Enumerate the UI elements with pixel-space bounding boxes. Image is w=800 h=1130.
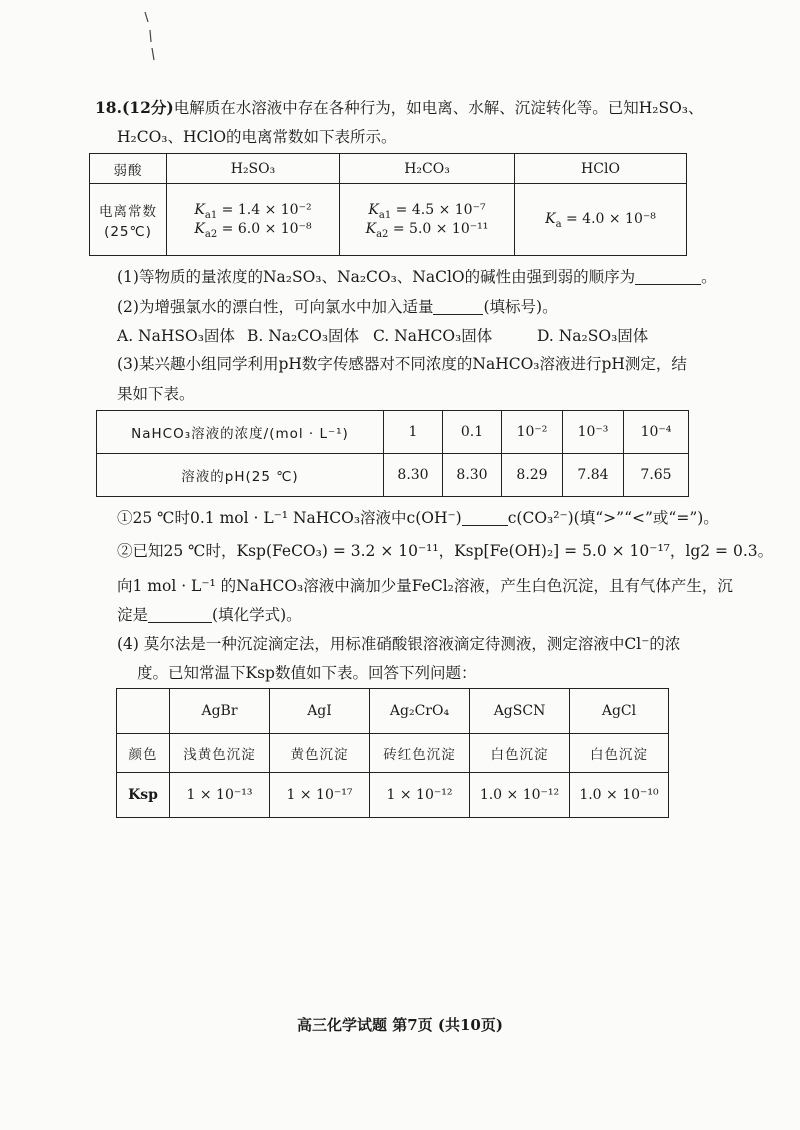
concentration-cell: 0.1 xyxy=(443,411,502,454)
question-intro-line1 xyxy=(95,98,704,118)
label-line1: 电离常数 xyxy=(99,203,157,220)
sub-question-3-1 xyxy=(117,508,719,528)
intro-text-1: 电解质在水溶液中存在各种行为，如电离、水解、沉淀转化等。已知H₂SO₃、 xyxy=(173,99,704,117)
sub-question-2 xyxy=(117,297,558,317)
ph-cell: 7.65 xyxy=(624,454,689,497)
sub-question-4-line1: (4) 莫尔法是一种沉淀滴定法，用标准硝酸银溶液滴定待测液，测定溶液中Cl⁻的浓 xyxy=(117,635,681,653)
concentration-label: NaHCO₃溶液的浓度/(mol · L⁻¹) xyxy=(97,411,384,454)
sub-question-3-2-line3 xyxy=(117,605,302,625)
hclo-constant: $K_a = 4.0 \times 10^{-8}$ xyxy=(515,184,687,256)
sub-question-3-2-line2: 向1 mol · L⁻¹ 的NaHCO₃溶液中滴加少量FeCl₂溶液，产生白色沉淀，且有气体产生，沉 xyxy=(117,577,733,595)
color-cell: 白色沉淀 xyxy=(470,734,570,773)
hclo-ka: = 4.0 × 10⁻⁸ xyxy=(565,211,656,227)
ph-cell: 8.29 xyxy=(502,454,563,497)
h2co3-constants: $K_{a1} = 4.5 \times 10^{-7}$ $K_{a2} = 5.0 \times 10^{-11}$ xyxy=(340,184,515,256)
q2-answer-blank[interactable] xyxy=(433,298,483,315)
color-cell: 白色沉淀 xyxy=(570,734,669,773)
compound-cell: Ag₂CrO₄ xyxy=(370,689,470,734)
h2co3-ka1: = 4.5 × 10⁻⁷ xyxy=(395,201,486,218)
sub1-text-a: ①25 ℃时0.1 mol · L⁻¹ NaHCO₃溶液中c(OH⁻) xyxy=(117,509,462,527)
sub-question-3-line1: (3)某兴趣小组同学利用pH数字传感器对不同浓度的NaHCO₃溶液进行pH测定，结 xyxy=(117,355,687,373)
concentration-cell: 10⁻² xyxy=(502,411,563,454)
sub1-answer-blank[interactable] xyxy=(462,509,508,526)
label-line2: (25℃) xyxy=(104,223,152,240)
q1-text: (1)等物质的量浓度的Na₂SO₃、Na₂CO₃、NaClO的碱性由强到弱的顺序为 xyxy=(117,268,636,286)
h2so3-ka2: = 6.0 × 10⁻⁸ xyxy=(221,220,312,237)
compound-cell: AgCl xyxy=(570,689,669,734)
sub-question-3-2: ②已知25 ℃时，Ksp(FeCO₃) = 3.2 × 10⁻¹¹，Ksp[Fe(OH)₂] = 5.0 × 10⁻¹⁷，lg2 = 0.3。 xyxy=(117,542,774,560)
ksp-cell: 1 × 10⁻¹⁷ xyxy=(270,773,370,818)
question-number: 18. xyxy=(95,98,122,117)
h2so3-constants: $K_{a1} = 1.4 \times 10^{-2}$ $K_{a2} = 6.0 \times 10^{-8}$ xyxy=(167,184,340,256)
compound-cell: AgSCN xyxy=(470,689,570,734)
header-h2so3: H₂SO₃ xyxy=(167,154,340,184)
q2-text: (2)为增强氯水的漂白性，可向氯水中加入适量 xyxy=(117,298,434,316)
ph-cell: 8.30 xyxy=(443,454,502,497)
color-cell: 砖红色沉淀 xyxy=(370,734,470,773)
ksp-cell: 1 × 10⁻¹³ xyxy=(170,773,270,818)
ph-cell: 8.30 xyxy=(384,454,443,497)
sub2-answer-blank[interactable] xyxy=(148,606,212,623)
option-b: B. Na₂CO₃固体 xyxy=(247,327,360,345)
header-hclo: HClO xyxy=(515,154,687,184)
question-intro-line2: H₂CO₃、HClO的电离常数如下表所示。 xyxy=(117,128,397,146)
option-c: C. NaHCO₃固体 xyxy=(373,327,493,345)
sub2-text-b: (填化学式)。 xyxy=(212,606,302,624)
ionization-constant-table xyxy=(89,153,687,256)
concentration-cell: 10⁻³ xyxy=(563,411,624,454)
compound-cell: AgI xyxy=(270,689,370,734)
color-cell: 浅黄色沉淀 xyxy=(170,734,270,773)
header-h2co3: H₂CO₃ xyxy=(340,154,515,184)
ph-label: 溶液的pH(25 ℃) xyxy=(97,454,384,497)
ksp-cell: 1.0 × 10⁻¹⁰ xyxy=(570,773,669,818)
header-weak-acid: 弱酸 xyxy=(90,154,167,184)
sub-question-1 xyxy=(117,267,717,287)
empty-corner-cell xyxy=(117,689,170,734)
ph-cell: 7.84 xyxy=(563,454,624,497)
nahco3-ph-table xyxy=(96,410,689,497)
q1-answer-blank[interactable] xyxy=(635,268,701,285)
sub2-text-a: 淀是 xyxy=(117,606,149,624)
option-a: A. NaHSO₃固体 xyxy=(117,327,235,345)
ksp-cell: 1.0 × 10⁻¹² xyxy=(470,773,570,818)
color-label: 颜色 xyxy=(117,734,170,773)
page-footer: 高三化学试题 第7页 (共10页) xyxy=(297,1016,503,1034)
ionization-constant-label xyxy=(90,184,167,256)
compound-cell: AgBr xyxy=(170,689,270,734)
sub-question-3-line2: 果如下表。 xyxy=(117,385,195,403)
ksp-table xyxy=(116,688,669,818)
sub1-text-b: c(CO₃²⁻)(填“>”“<”或“=”)。 xyxy=(507,509,719,527)
ksp-cell: 1 × 10⁻¹² xyxy=(370,773,470,818)
color-cell: 黄色沉淀 xyxy=(270,734,370,773)
concentration-cell: 10⁻⁴ xyxy=(624,411,689,454)
pen-scribble-mark xyxy=(140,8,170,68)
h2so3-ka1: = 1.4 × 10⁻² xyxy=(221,201,312,218)
ksp-label: Ksp xyxy=(117,773,170,818)
h2co3-ka2: = 5.0 × 10⁻¹¹ xyxy=(392,220,489,237)
concentration-cell: 1 xyxy=(384,411,443,454)
sub-question-4-line2: 度。已知常温下Ksp数值如下表。回答下列问题： xyxy=(137,664,477,682)
question-score: (12分) xyxy=(121,98,174,117)
q2-end: (填标号)。 xyxy=(483,298,558,316)
q1-end: 。 xyxy=(701,268,717,286)
option-d: D. Na₂SO₃固体 xyxy=(537,327,649,345)
